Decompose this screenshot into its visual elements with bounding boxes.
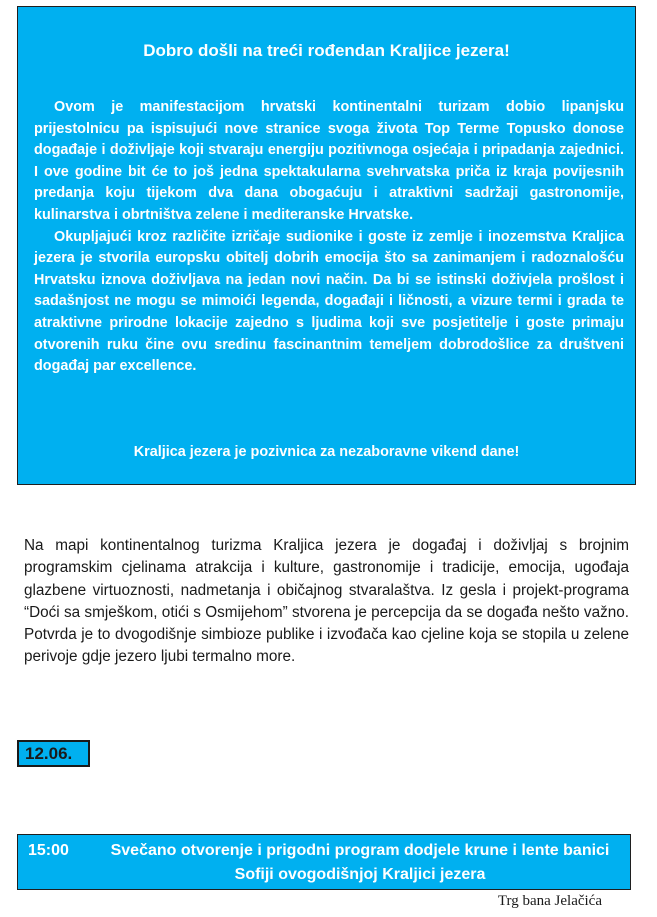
welcome-paragraph: Okupljajući kroz različite izričaje sudionike i goste iz zemlje i inozemstva Kraljica jezera je stvorila europsku obitelj dobrih emocija što sa zanimanjem i radoznalošću Hrvatsku iznova doživljava na jedan novi način. Da bi se istinski doživjela prošlost i sadašnjost ne mogu se mimoići legenda, događaji i ličnosti, a vizure termi i grada te atraktivne prirodne lokacije zajedno s ljudima koji sve posjetitelje i goste primaju otvorenih ruku čine ovu sredinu fascinantnim temeljem dobrodošlice za društveni događaj par excellence.	[34, 228, 624, 375]
welcome-body	[34, 97, 624, 378]
event-title: Svečano otvorenje i prigodni program dodjele krune i lente banici Sofiji ovogodišnjoj Kraljici jezera	[110, 842, 610, 883]
welcome-box	[17, 6, 636, 485]
welcome-paragraph: Ovom je manifestacijom hrvatski kontinentalni turizam dobio lipanjsku prijestolnicu pa ispisujući nove stranice svoga života Top Terme Topusko donose događaje i doživljaje koji stvaraju energiju pozitivnoga osjećaja i pripadanja zajednici. I ove godine bit će to još jedna spektakularna svehrvatska priča iz kraja povijesnih predanja koju tijekom dva dana obogaćuju i atraktivni sadržaji gastronomije, kulinarstva i obrtništva zelene i mediteranske Hrvatske.	[34, 99, 624, 223]
description-paragraph: Na mapi kontinentalnog turizma Kraljica jezera je događaj i doživljaj s brojnim programskim cjelinama atrakcija i kulture, gastronomije i tradicije, emocija, ugođaja glazbene virtuoznosti, nadmetanja i običajnog stvaralaštva. Iz gesla i projekt-programa “Doći sa smješkom, otići s Osmijehom” stvorena je percepcija da se događa nešto važno. Potvrda je to dvogodišnje simbioze publike i izvođača kao cjeline koja se stopila u zelene perivoje gdje jezero ljubi termalno more.	[24, 537, 629, 666]
event-location: Trg bana Jelačića	[497, 893, 602, 909]
event-time: 15:00	[28, 842, 69, 859]
invitation-line: Kraljica jezera je pozivnica za nezaboravne vikend dane!	[133, 444, 520, 460]
schedule-event	[17, 834, 631, 890]
welcome-title: Dobro došli na treći rođendan Kraljice jezera!	[143, 41, 510, 60]
date-badge: 12.06.	[17, 740, 90, 767]
